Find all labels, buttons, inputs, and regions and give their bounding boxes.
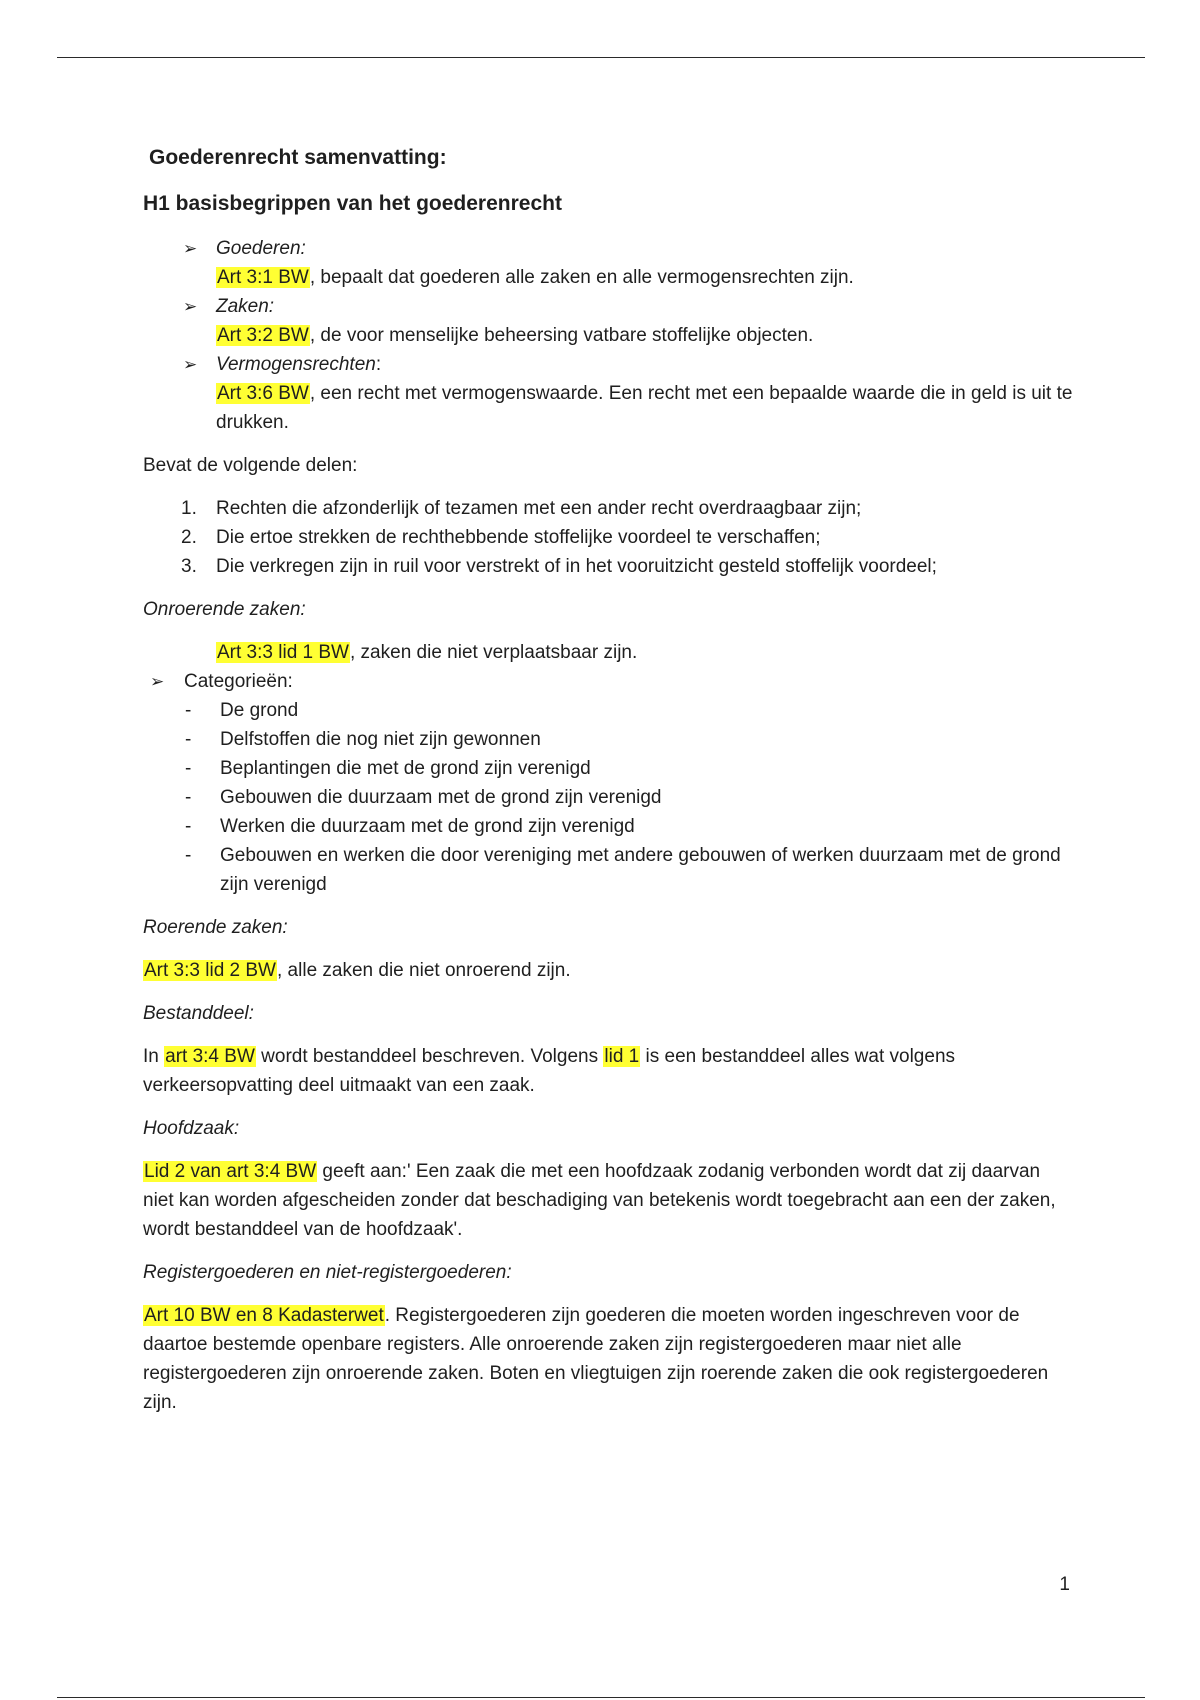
article-highlight: Art 3:1 BW [217,267,309,288]
definition-list [143,234,1073,437]
definition-text: Art 3:1 BW, bepaalt dat goederen alle zaken en alle vermogensrechten zijn. [217,267,854,288]
page-number: 1 [1059,1574,1070,1595]
document-body [143,140,1073,1431]
article-highlight: Art 3:2 BW [217,325,309,346]
arrow-bullet-icon: ➢ [150,672,165,691]
list-item: - Beplantingen die met de grond zijn verenigd [185,758,591,779]
arrow-bullet-icon: ➢ [183,239,198,258]
list-item: 2. Die ertoe strekken de rechthebbende stoffelijke voordeel te verschaffen; [181,527,821,548]
bestanddeel-definition: In art 3:4 BW wordt bestanddeel beschreven. Volgens lid 1 is een bestanddeel alles wat volgens verkeersopvatting deel uitmaakt van een zaak. [143,1046,956,1096]
categories-list [143,696,1073,899]
definition-term: Zaken: [216,296,275,317]
list-item: 1. Rechten die afzonderlijk of tezamen met een ander recht overdraagbaar zijn; [181,498,862,519]
document-title: Goederenrecht samenvatting: [149,146,447,169]
definition-term-suffix: : [375,354,382,375]
article-highlight: Art 3:3 lid 1 BW [217,642,349,663]
section-label-bestanddeel: Bestanddeel: [143,1003,254,1024]
definition-vermogensrechten [143,350,1073,437]
list-item: - Gebouwen en werken die door vereniging met andere gebouwen of werken duurzaam met de grond zijn verenigd [185,845,1061,895]
parts-list [143,494,1073,581]
hoofdzaak-definition: Lid 2 van art 3:4 BW geeft aan:' Een zaak die met een hoofdzaak zodanig verbonden wordt dat zij daarvan niet kan worden afgescheiden zonder dat beschadiging van betekenis wordt toegebracht aan een der zaken, wordt bestanddeel van de hoofdzaak'. [143,1161,1056,1240]
footer-rule [57,1697,1145,1698]
section-label-register: Registergoederen en niet-registergoederen: [143,1262,512,1283]
contains-label: Bevat de volgende delen: [143,455,358,476]
header-rule [57,57,1145,58]
list-item: - Gebouwen die duurzaam met de grond zijn verenigd [185,787,662,808]
article-highlight: Art 3:3 lid 2 BW [144,960,276,981]
definition-text: Art 3:2 BW, de voor menselijke beheersing vatbare stoffelijke objecten. [217,325,814,346]
onroerend-definition: Art 3:3 lid 1 BW, zaken die niet verplaatsbaar zijn. [217,642,638,663]
list-item: - De grond [185,700,299,721]
chapter-heading: H1 basisbegrippen van het goederenrecht [143,192,562,215]
arrow-bullet-icon: ➢ [183,355,198,374]
article-highlight: art 3:4 BW [165,1046,255,1067]
register-definition: Art 10 BW en 8 Kadasterwet. Registergoederen zijn goederen die moeten worden ingeschreven voor de daartoe bestemde openbare registers. Alle onroerende zaken zijn registergoederen maar niet alle registergoederen zijn onroerende zaken. Boten en vliegtuigen zijn roerende zaken die ook registergoederen zijn. [143,1305,1049,1413]
section-label-hoofdzaak: Hoofdzaak: [143,1118,240,1139]
definition-text: Art 3:6 BW, een recht met vermogenswaarde. Een recht met een bepaalde waarde die in geld is uit te drukken. [216,383,1073,433]
article-highlight: Art 3:6 BW [217,383,309,404]
roerend-definition: Art 3:3 lid 2 BW, alle zaken die niet onroerend zijn. [144,960,571,981]
list-item: - Werken die duurzaam met de grond zijn verenigd [185,816,635,837]
list-item: - Delfstoffen die nog niet zijn gewonnen [185,729,541,750]
list-item: 3. Die verkregen zijn in ruil voor verstrekt of in het vooruitzicht gesteld stoffelijk voordeel; [181,556,937,577]
lid-highlight: lid 1 [604,1046,640,1067]
definition-term: Goederen: [216,238,306,259]
arrow-bullet-icon: ➢ [183,297,198,316]
definition-zaken [143,292,1073,350]
definition-goederen [143,234,1073,292]
section-label-roerend: Roerende zaken: [143,917,288,938]
article-highlight: Art 10 BW en 8 Kadasterwet [144,1305,384,1326]
section-label-onroerend: Onroerende zaken: [143,599,306,620]
categories-heading: ➢ Categorieën: [143,667,1073,696]
definition-term: Vermogensrechten [216,354,376,375]
article-highlight: Lid 2 van art 3:4 BW [144,1161,317,1182]
